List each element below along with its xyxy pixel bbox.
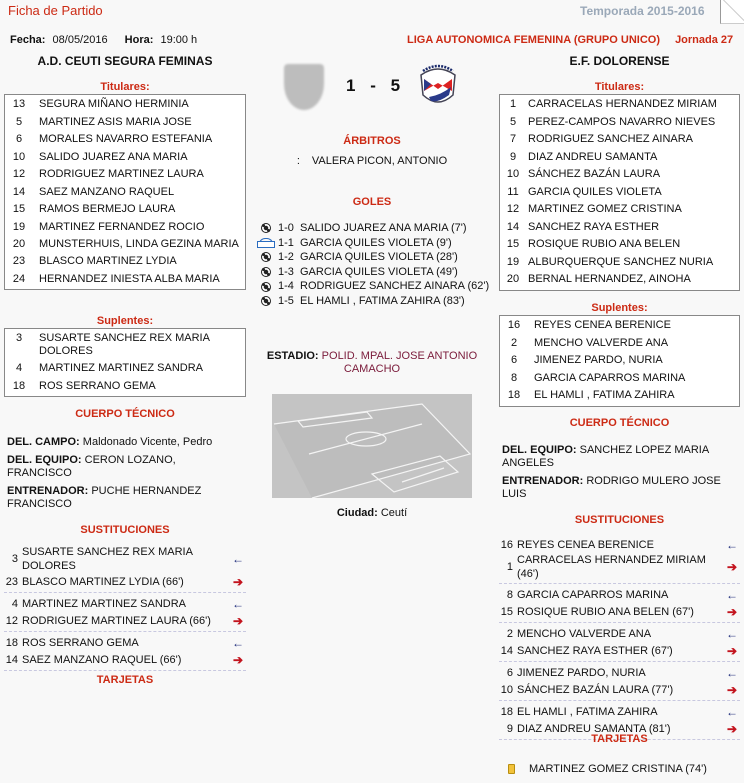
goal-scorer[interactable]: RODRIGUEZ SANCHEZ AINARA (62') xyxy=(300,280,490,293)
home-team-name[interactable]: A.D. CEUTI SEGURA FEMINAS xyxy=(37,54,213,68)
match-date-time xyxy=(10,34,197,46)
player-row[interactable] xyxy=(5,360,245,378)
staff-role: DEL. CAMPO: xyxy=(7,436,80,448)
player-row[interactable] xyxy=(5,219,245,237)
soccer-ball-icon-glyph xyxy=(261,282,271,292)
goles-title: GOLES xyxy=(352,196,392,208)
fecha-label: Fecha: xyxy=(10,34,46,46)
goal-scorer[interactable]: GARCIA QUILES VIOLETA (9') xyxy=(300,236,452,249)
staff-name: PUCHE HERNANDEZ FRANCISCO xyxy=(7,485,202,510)
player-row[interactable] xyxy=(500,370,739,388)
substitution xyxy=(4,634,246,671)
substitution xyxy=(4,595,246,632)
substitution-out-row[interactable] xyxy=(4,612,246,629)
player-name[interactable]: EL HAMLI , FATIMA ZAHIRA xyxy=(517,705,658,718)
estadio-label: ESTADIO: xyxy=(266,350,319,362)
player-row[interactable] xyxy=(5,131,245,149)
player-name[interactable]: SAEZ MANZANO RAQUEL xyxy=(39,185,175,198)
home-tarjetas-title: TARJETAS xyxy=(96,674,154,686)
away-suplentes-title: Suplentes: xyxy=(591,302,648,314)
goal-scorer[interactable]: SALIDO JUAREZ ANA MARIA (7') xyxy=(300,222,467,234)
player-row[interactable] xyxy=(500,114,739,132)
substitution-out-row[interactable] xyxy=(499,681,740,698)
player-row[interactable] xyxy=(500,201,739,219)
player-number: 18 xyxy=(507,389,521,401)
player-name[interactable]: SAEZ MANZANO RAQUEL (66') xyxy=(22,653,182,666)
player-row[interactable] xyxy=(500,387,739,405)
arrow-right-out-icon: ➔ xyxy=(726,643,738,658)
goal-score: 1-5 xyxy=(278,294,294,307)
player-row[interactable] xyxy=(5,184,245,202)
player-number: 15 xyxy=(12,203,26,215)
substitution-out-row[interactable] xyxy=(4,651,246,668)
score-separator: - xyxy=(370,76,377,95)
player-number: 14 xyxy=(12,185,26,198)
goal-scorer[interactable]: GARCIA QUILES VIOLETA (28') xyxy=(300,251,458,264)
home-sustituciones-list xyxy=(4,545,246,673)
arrow-right-out-icon: ➔ xyxy=(726,604,738,619)
player-name[interactable]: RODRIGUEZ MARTINEZ LAURA xyxy=(39,168,204,180)
substitution-in-row[interactable] xyxy=(499,586,740,603)
player-name[interactable]: RAMOS BERMEJO LAURA xyxy=(39,203,176,215)
soccer-ball-icon-glyph xyxy=(261,296,271,306)
soccer-ball-icon xyxy=(258,266,274,278)
away-sustituciones-title: SUSTITUCIONES xyxy=(574,514,665,526)
goalkeeper-own-goal-icon-glyph xyxy=(259,238,273,248)
player-number: 3 xyxy=(15,332,23,344)
player-name[interactable]: RODRIGUEZ SANCHEZ AINARA xyxy=(528,133,694,145)
goal-row[interactable] xyxy=(258,294,494,309)
home-staff-list xyxy=(7,436,232,516)
goal-score: 1-3 xyxy=(278,265,294,278)
staff-member xyxy=(7,485,232,511)
arrow-right-out-icon: ➔ xyxy=(726,721,738,736)
substitution xyxy=(499,664,740,701)
player-name[interactable]: SALIDO JUAREZ ANA MARIA xyxy=(39,150,188,163)
home-suplentes-list xyxy=(4,328,246,397)
player-row[interactable] xyxy=(500,254,739,272)
player-name[interactable]: MENCHO VALVERDE ANA xyxy=(534,336,669,349)
substitution xyxy=(499,586,740,623)
player-number: 14 xyxy=(5,653,18,666)
arbitros-list xyxy=(250,155,494,167)
player-number: 2 xyxy=(510,336,518,349)
estadio-name[interactable]: POLID. MPAL. JOSE ANTONIO CAMACHO xyxy=(321,350,478,375)
player-name[interactable]: ROS SERRANO GEMA xyxy=(22,636,139,649)
substitution-in-row[interactable] xyxy=(499,664,740,681)
staff-name: RODRIGO MULERO JOSE LUIS xyxy=(502,475,721,500)
player-name[interactable]: MARTINEZ FERNANDEZ ROCIO xyxy=(39,220,205,233)
dolorense-crest-icon xyxy=(413,61,463,111)
ciudad-value: Ceutí xyxy=(380,507,408,519)
player-row[interactable] xyxy=(500,166,739,184)
staff-member xyxy=(502,444,727,470)
player-number: 20 xyxy=(506,273,520,285)
away-tarjetas-list xyxy=(508,763,740,775)
substitution-in-row[interactable] xyxy=(499,625,740,642)
goal-score: 1-0 xyxy=(278,222,294,234)
staff-member xyxy=(7,454,232,480)
player-row[interactable] xyxy=(500,219,739,237)
arrow-left-in-icon: ← xyxy=(726,537,738,552)
score-away: 5 xyxy=(390,76,402,95)
substitution-in-row[interactable] xyxy=(4,545,246,573)
fecha-value: 08/05/2016 xyxy=(52,34,108,46)
home-suplentes-title: Suplentes: xyxy=(96,315,154,327)
staff-name: CERON LOZANO, FRANCISCO xyxy=(7,454,176,479)
goal-scorer[interactable]: EL HAMLI , FATIMA ZAHIRA (83') xyxy=(300,294,465,307)
soccer-ball-icon xyxy=(258,281,274,293)
soccer-ball-icon-glyph xyxy=(261,223,271,233)
player-name[interactable]: SANCHEZ RAYA ESTHER xyxy=(528,220,660,233)
substitution-out-row[interactable] xyxy=(4,573,246,590)
staff-role: DEL. EQUIPO: xyxy=(7,454,82,466)
player-name[interactable]: BLASCO MARTINEZ LYDIA xyxy=(39,255,177,267)
player-name[interactable]: SÁNCHEZ BAZÁN LAURA (77') xyxy=(517,683,674,696)
player-name[interactable]: MORALES NAVARRO ESTEFANIA xyxy=(39,133,213,145)
player-number: 16 xyxy=(507,319,521,331)
player-row[interactable] xyxy=(5,166,245,184)
referee-row xyxy=(250,155,494,167)
player-number: 24 xyxy=(12,272,26,285)
substitution-out-row[interactable] xyxy=(499,603,740,620)
player-number: 18 xyxy=(500,705,513,718)
arrow-right-out-icon: ➔ xyxy=(726,682,738,697)
player-number: 19 xyxy=(506,255,520,268)
player-number: 10 xyxy=(12,150,26,163)
away-titulares-title: Titulares: xyxy=(594,81,645,93)
player-number: 18 xyxy=(5,636,18,649)
player-row[interactable] xyxy=(500,184,739,202)
player-number: 4 xyxy=(15,362,23,374)
player-name[interactable]: SANCHEZ RAYA ESTHER (67') xyxy=(517,644,673,657)
staff-name: SANCHEZ LOPEZ MARIA ANGELES xyxy=(502,444,709,469)
arrow-right-out-icon: ➔ xyxy=(232,613,244,628)
referee-role: : xyxy=(296,155,300,167)
player-name[interactable]: RODRIGUEZ MARTINEZ LAURA (66') xyxy=(22,614,211,627)
page-corner-fold xyxy=(720,0,744,24)
player-number: 1 xyxy=(509,98,517,110)
player-number: 4 xyxy=(11,597,18,610)
player-number: 18 xyxy=(12,379,26,392)
player-name[interactable]: SÁNCHEZ BAZÁN LAURA xyxy=(528,168,661,180)
away-titulares-list xyxy=(499,94,740,291)
staff-role: ENTRENADOR: xyxy=(502,475,584,487)
league-name[interactable]: LIGA AUTONOMICA FEMENINA (GRUPO UNICO) xyxy=(407,34,660,46)
staff-member xyxy=(502,475,727,501)
player-name[interactable]: MENCHO VALVERDE ANA xyxy=(517,627,652,640)
home-titulares-list xyxy=(4,94,246,290)
goal-row[interactable] xyxy=(258,236,494,251)
player-number: 20 xyxy=(12,238,26,250)
arrow-left-in-icon: ← xyxy=(726,665,738,680)
away-tarjetas-title: TARJETAS xyxy=(591,733,648,745)
home-titulares-title: Titulares: xyxy=(100,81,150,93)
player-number: 15 xyxy=(506,238,520,250)
player-name[interactable]: MARTINEZ MARTINEZ SANDRA xyxy=(39,362,203,374)
arrow-left-in-icon: ← xyxy=(726,704,738,719)
staff-member xyxy=(7,436,232,449)
shield-placeholder-icon xyxy=(284,64,324,110)
goalkeeper-own-goal-icon xyxy=(258,237,274,249)
player-number: 6 xyxy=(15,133,23,145)
player-row[interactable] xyxy=(500,352,739,370)
player-row[interactable] xyxy=(5,114,245,132)
player-name[interactable]: GARCIA CAPARROS MARINA xyxy=(534,371,686,384)
card-player-name[interactable]: MARTINEZ GOMEZ CRISTINA (74') xyxy=(529,763,707,775)
away-team-crest[interactable] xyxy=(413,61,463,111)
substitution-in-row[interactable] xyxy=(499,703,740,720)
goal-row[interactable] xyxy=(258,221,494,236)
player-name[interactable]: REYES CENEA BERENICE xyxy=(517,538,654,551)
substitution-in-row[interactable] xyxy=(499,536,740,553)
player-row[interactable] xyxy=(5,253,245,271)
stadium-image xyxy=(272,394,472,498)
match-score xyxy=(346,76,401,96)
goal-row[interactable] xyxy=(258,265,494,280)
home-team-crest[interactable] xyxy=(279,60,329,114)
substitution xyxy=(4,545,246,593)
card-row[interactable] xyxy=(508,763,740,775)
arrow-left-in-icon: ← xyxy=(726,626,738,641)
player-row[interactable] xyxy=(500,271,739,289)
player-number: 1 xyxy=(506,561,513,573)
player-number: 5 xyxy=(15,115,23,128)
arbitros-title: ÁRBITROS xyxy=(343,135,401,147)
player-number: 12 xyxy=(5,614,18,627)
staff-name: Maldonado Vicente, Pedro xyxy=(82,436,213,448)
player-name[interactable]: ROSIQUE RUBIO ANA BELEN xyxy=(528,238,681,250)
season-label: Temporada 2015-2016 xyxy=(580,4,705,18)
arrow-left-in-icon: ← xyxy=(232,635,244,650)
player-row[interactable] xyxy=(5,330,245,360)
soccer-ball-icon xyxy=(258,251,274,263)
player-name[interactable]: PEREZ-CAMPOS NAVARRO NIEVES xyxy=(528,115,716,128)
player-number: 13 xyxy=(12,98,26,110)
player-row[interactable] xyxy=(500,335,739,353)
player-name[interactable]: SUSARTE SANCHEZ REX MARIA DOLORES xyxy=(22,546,193,572)
player-number: 23 xyxy=(12,255,26,267)
player-name[interactable]: MARTINEZ ASIS MARIA JOSE xyxy=(39,115,192,128)
substitution-out-row[interactable] xyxy=(499,553,740,581)
player-number: 8 xyxy=(510,371,518,384)
football-pitch-icon xyxy=(272,394,472,498)
player-number: 3 xyxy=(11,553,18,565)
player-row[interactable] xyxy=(5,201,245,219)
goal-row[interactable] xyxy=(258,279,494,294)
player-name[interactable]: REYES CENEA BERENICE xyxy=(534,319,671,331)
player-name[interactable]: GARCIA CAPARROS MARINA xyxy=(517,588,669,601)
score-home: 1 xyxy=(346,76,357,95)
referee-name: VALERA PICON, ANTONIO xyxy=(311,155,448,167)
page-title: Ficha de Partido xyxy=(8,3,103,18)
staff-role: ENTRENADOR: xyxy=(7,485,89,497)
substitution-in-row[interactable] xyxy=(4,634,246,651)
player-name[interactable]: MARTINEZ GOMEZ CRISTINA xyxy=(528,203,682,215)
player-name[interactable]: ALBURQUERQUE SANCHEZ NURIA xyxy=(528,255,714,268)
arrow-right-out-icon: ➔ xyxy=(232,652,244,667)
arrow-right-out-icon: ➔ xyxy=(726,560,738,574)
player-name[interactable]: ROSIQUE RUBIO ANA BELEN (67') xyxy=(517,605,694,618)
hora-value: 19:00 h xyxy=(160,34,198,46)
player-name[interactable]: DIAZ ANDREU SAMANTA xyxy=(528,150,658,163)
away-suplentes-list xyxy=(499,315,740,407)
arrow-right-out-icon: ➔ xyxy=(232,574,244,589)
soccer-ball-icon xyxy=(258,295,274,307)
staff-role: DEL. EQUIPO: xyxy=(502,444,577,456)
player-number: 10 xyxy=(500,683,513,696)
player-row[interactable] xyxy=(5,378,245,396)
substitution xyxy=(499,536,740,584)
player-number: 14 xyxy=(506,220,520,233)
player-name[interactable]: JIMENEZ PARDO, NURIA xyxy=(534,354,663,366)
player-number: 23 xyxy=(5,575,18,588)
player-number: 9 xyxy=(506,722,513,735)
player-row[interactable] xyxy=(500,131,739,149)
hora-label: Hora: xyxy=(124,34,154,46)
player-name[interactable]: BERNAL HERNANDEZ, AINOHA xyxy=(528,273,691,285)
player-name[interactable]: ROS SERRANO GEMA xyxy=(39,379,156,392)
ciudad-label: Ciudad: xyxy=(336,507,378,519)
player-name[interactable]: EL HAMLI , FATIMA ZAHIRA xyxy=(534,389,675,401)
away-team-name[interactable]: E.F. DOLORENSE xyxy=(569,54,670,68)
player-number: 19 xyxy=(12,220,26,233)
player-name[interactable]: CARRACELAS HERNANDEZ MIRIAM (46') xyxy=(517,554,706,580)
player-row[interactable] xyxy=(500,317,739,335)
player-number: 11 xyxy=(507,185,519,198)
arrow-left-in-icon: ← xyxy=(232,596,244,611)
substitution-out-row[interactable] xyxy=(499,642,740,659)
player-name[interactable]: SUSARTE SANCHEZ REX MARIA DOLORES xyxy=(39,332,210,357)
home-cuerpo-tecnico-title: CUERPO TÉCNICO xyxy=(75,408,175,420)
player-row[interactable] xyxy=(500,96,739,114)
player-number: 9 xyxy=(509,150,517,163)
goal-score: 1-2 xyxy=(278,251,294,264)
player-row[interactable] xyxy=(5,271,245,288)
player-number: 12 xyxy=(12,168,26,180)
goal-score: 1-1 xyxy=(278,236,294,249)
home-sustituciones-title: SUSTITUCIONES xyxy=(80,524,170,536)
player-number: 5 xyxy=(509,115,517,128)
player-name[interactable]: CARRACELAS HERNANDEZ MIRIAM xyxy=(528,98,717,110)
player-number: 2 xyxy=(506,627,513,640)
city-info xyxy=(250,507,494,519)
arrow-left-in-icon: ← xyxy=(232,552,244,566)
player-row[interactable] xyxy=(5,149,245,167)
player-number: 6 xyxy=(510,354,518,366)
player-number: 12 xyxy=(506,203,520,215)
player-name[interactable]: DIAZ ANDREU SAMANTA (81') xyxy=(517,722,671,735)
player-name[interactable]: GARCIA QUILES VIOLETA xyxy=(528,185,662,198)
jornada-label: Jornada 27 xyxy=(675,34,734,46)
player-name[interactable]: HERNANDEZ INIESTA ALBA MARIA xyxy=(39,272,220,285)
away-staff-list xyxy=(502,444,727,506)
goles-list xyxy=(258,221,494,309)
away-cuerpo-tecnico-title: CUERPO TÉCNICO xyxy=(569,417,670,429)
goal-scorer[interactable]: GARCIA QUILES VIOLETA (49') xyxy=(300,265,458,278)
player-row[interactable] xyxy=(5,96,245,114)
league-label xyxy=(407,34,733,46)
stadium-info xyxy=(255,350,489,376)
soccer-ball-icon-glyph xyxy=(261,252,271,262)
player-number: 16 xyxy=(500,538,513,551)
away-sustituciones-list xyxy=(499,536,740,742)
soccer-ball-icon xyxy=(258,222,274,234)
player-name[interactable]: BLASCO MARTINEZ LYDIA (66') xyxy=(22,575,184,588)
player-row[interactable] xyxy=(500,236,739,254)
player-number: 14 xyxy=(500,644,513,657)
player-number: 7 xyxy=(509,133,517,145)
player-number: 10 xyxy=(506,168,520,180)
yellow-card-icon xyxy=(508,764,515,774)
player-name[interactable]: JIMENEZ PARDO, NURIA xyxy=(517,666,646,679)
player-number: 15 xyxy=(500,605,513,618)
player-row[interactable] xyxy=(500,149,739,167)
player-number: 8 xyxy=(506,588,513,601)
substitution xyxy=(499,625,740,662)
arrow-left-in-icon: ← xyxy=(726,587,738,602)
player-row[interactable] xyxy=(5,236,245,253)
soccer-ball-icon-glyph xyxy=(261,267,271,277)
player-name[interactable]: MUNSTERHUIS, LINDA GEZINA MARIA xyxy=(39,238,239,250)
player-name[interactable]: SEGURA MIÑANO HERMINIA xyxy=(39,98,189,110)
player-name[interactable]: MARTINEZ MARTINEZ SANDRA xyxy=(22,597,186,610)
player-number: 6 xyxy=(506,666,513,679)
goal-score: 1-4 xyxy=(278,280,294,293)
substitution-in-row[interactable] xyxy=(4,595,246,612)
goal-row[interactable] xyxy=(258,250,494,265)
